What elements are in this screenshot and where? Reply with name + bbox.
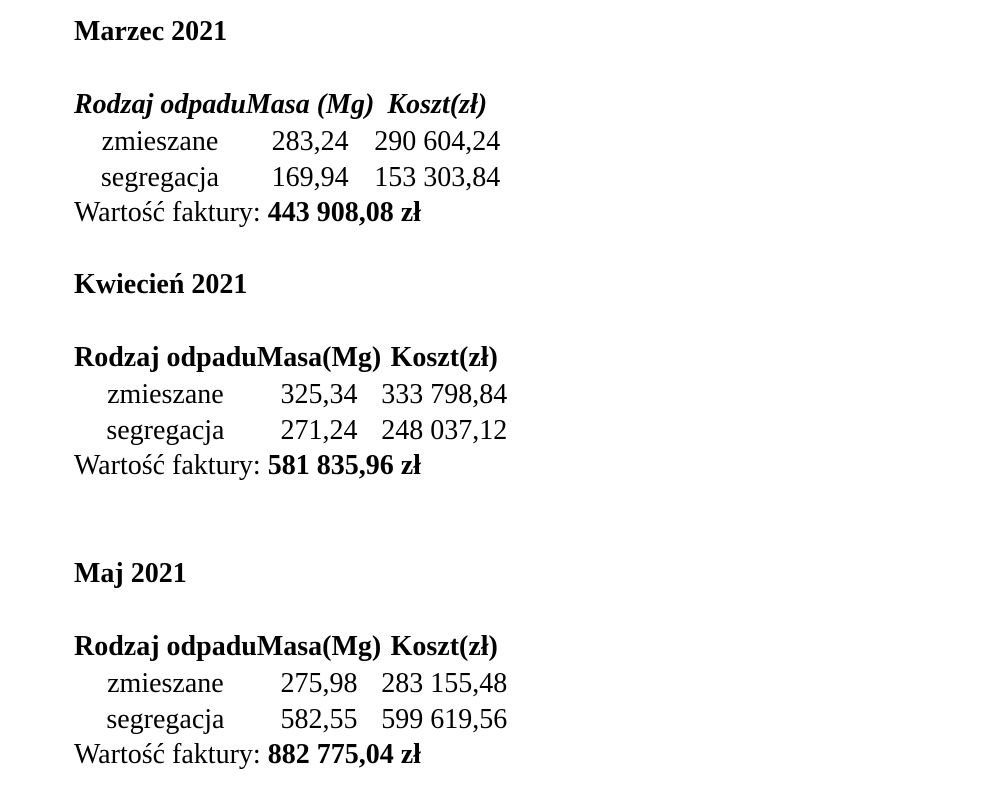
cell-mass: 325,34 [280,378,358,410]
cell-mass: 271,24 [280,415,358,447]
month-title: Marzec 2021 [74,16,228,47]
cell-cost: 599 619,56 [381,704,508,736]
invoice-label: Wartość faktury: [74,739,261,770]
invoice-value: 443 908,08 zł [267,197,421,228]
cell-waste-type: zmieszane [107,378,224,410]
table-row [74,413,507,450]
waste-table [74,340,507,450]
cell-cost: 153 303,84 [374,162,501,194]
table-row [74,124,500,161]
invoice-value: 581 835,96 zł [267,450,421,481]
column-header-mass: Masa(Mg) [256,342,382,374]
invoice-label: Wartość faktury: [74,450,261,481]
cell-cost: 290 604,24 [374,125,501,157]
invoice-total [74,450,421,482]
column-header-waste-type: Rodzaj odpadu [74,342,257,374]
column-header-waste-type: Rodzaj odpadu [74,89,246,121]
column-header-cost: Koszt(zł) [390,342,498,374]
table-header-row [74,340,507,377]
column-header-cost: Koszt(zł) [390,631,498,663]
invoice-total [74,197,421,229]
cell-waste-type: zmieszane [107,667,224,699]
cell-mass: 582,55 [280,704,358,736]
cell-mass: 283,24 [271,125,349,157]
cell-mass: 169,94 [271,162,349,194]
cell-waste-type: segregacja [106,415,225,447]
cell-mass: 275,98 [280,667,358,699]
cell-waste-type: segregacja [100,162,220,194]
cell-waste-type: zmieszane [101,125,219,157]
table-row [74,377,507,414]
cell-waste-type: segregacja [106,704,225,736]
column-header-mass: Masa (Mg) [245,89,375,121]
table-header-row [74,629,507,666]
table-row [74,702,507,739]
invoice-total [74,739,421,771]
table-row [74,666,507,703]
waste-table [74,629,507,739]
invoice-value: 882 775,04 zł [267,739,421,770]
invoice-label: Wartość faktury: [74,197,261,228]
cell-cost: 333 798,84 [381,378,508,410]
month-title: Maj 2021 [74,558,187,589]
table-header-row [74,87,500,124]
column-header-mass: Masa(Mg) [256,631,382,663]
cell-cost: 283 155,48 [381,667,508,699]
waste-table [74,87,500,197]
column-header-cost: Koszt(zł) [387,89,488,121]
cell-cost: 248 037,12 [381,415,508,447]
month-title: Kwiecień 2021 [74,269,248,300]
table-row [74,160,500,197]
column-header-waste-type: Rodzaj odpadu [74,631,257,663]
